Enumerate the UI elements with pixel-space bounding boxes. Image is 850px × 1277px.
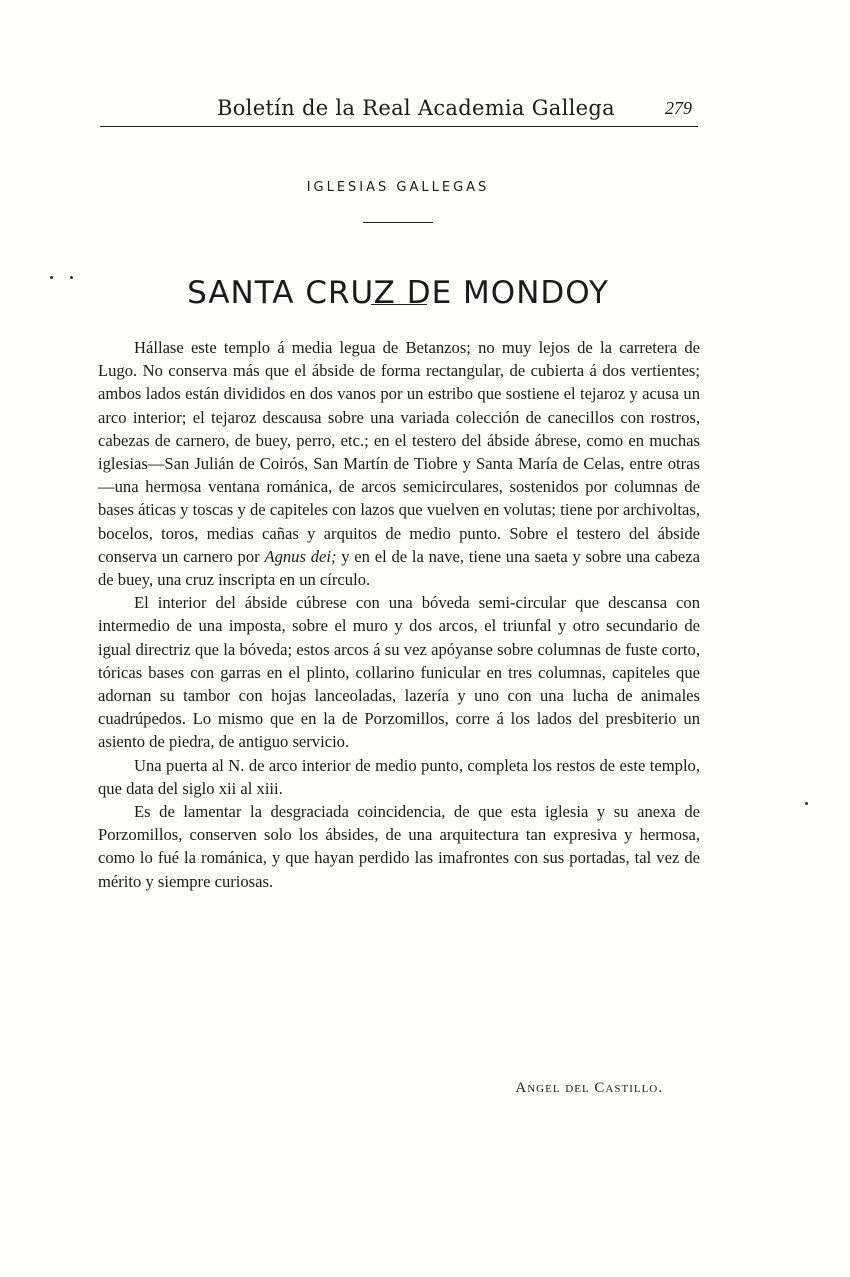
divider-rule: [371, 304, 427, 305]
section-heading: IGLESIAS GALLEGAS: [306, 180, 490, 195]
paragraph: Una puerta al N. de arco interior de medio punto, completa los restos de este templo, que data del siglo xii al xiii.: [98, 755, 700, 798]
paragraph-text: Hállase este templo á media legua de Betanzos; no muy lejos de la carretera de Lugo. No conserva más que el ábside de forma rectangular, de cubierta á dos vertientes; ambos lados están divididos en dos vanos por un estribo que sostiene el tejaroz y acusa un arco interior; el tejaroz descausa sobre una variada colección de canecillos con rostros, cabezas de carnero, de buey, perro, etc.; en el testero del ábside ábrese, como en muchas iglesias—San Julián de Coirós, San Martín de Tiobre y Santa María de Celas, entre otras—una hermosa ventana románica, de arcos semicirculares, sostenidos por columnas de bases áticas y toscas y de capiteles con lazos que vuelven en volutas; tiene por archivoltas, bocelos, toros, medias cañas y arquitos de medio punto. Sobre el testero del ábside conserva un carnero por: [98, 338, 700, 566]
page-number: 279: [665, 98, 692, 118]
author-signature: Angel del Castillo.: [515, 1080, 663, 1096]
paragraph: Es de lamentar la desgraciada coincidencia, de que esta iglesia y su anexa de Porzomillos, conserven solo los ábsides, de una arquitectura tan expresiva y hermosa, como lo fué la románica, y que hayan perdido las imafrontes con sus portadas, tal vez de mérito y siempre curiosas.: [98, 802, 700, 891]
article-title: SANTA CRUZ DE MONDOY: [187, 274, 609, 311]
paragraph: [98, 336, 700, 591]
paragraph: El interior del ábside cúbrese con una bóveda semi-circular que descansa con intermedio de una imposta, sobre el muro y dos arcos, el triunfal y otro secundario de igual directriz que la bóveda; estos arcos á su vez apóyanse sobre columnas de fuste corto, tóricas bases con garras en el plinto, collarino funicular en tres columnas, capiteles que adornan su tambor con hojas lanceoladas, lazería y uno con una lucha de animales cuadrúpedos. Lo mismo que en la de Porzomillos, corre á los lados del presbiterio un asiento de piedra, de antiguo servicio.: [98, 593, 700, 752]
print-speck: [50, 276, 53, 279]
latin-phrase: Agnus dei;: [264, 546, 337, 566]
paragraph-text: y en el de la nave, tiene una saeta y sobre una cabeza de buey, una cruz inscripta en un círculo.: [98, 546, 701, 590]
print-speck: [805, 802, 808, 805]
running-title: Boletín de la Real Academia Gallega: [217, 96, 615, 120]
divider-rule: [363, 222, 433, 223]
print-speck: [70, 276, 73, 279]
page-header: [100, 96, 698, 127]
article-body: [98, 336, 700, 893]
